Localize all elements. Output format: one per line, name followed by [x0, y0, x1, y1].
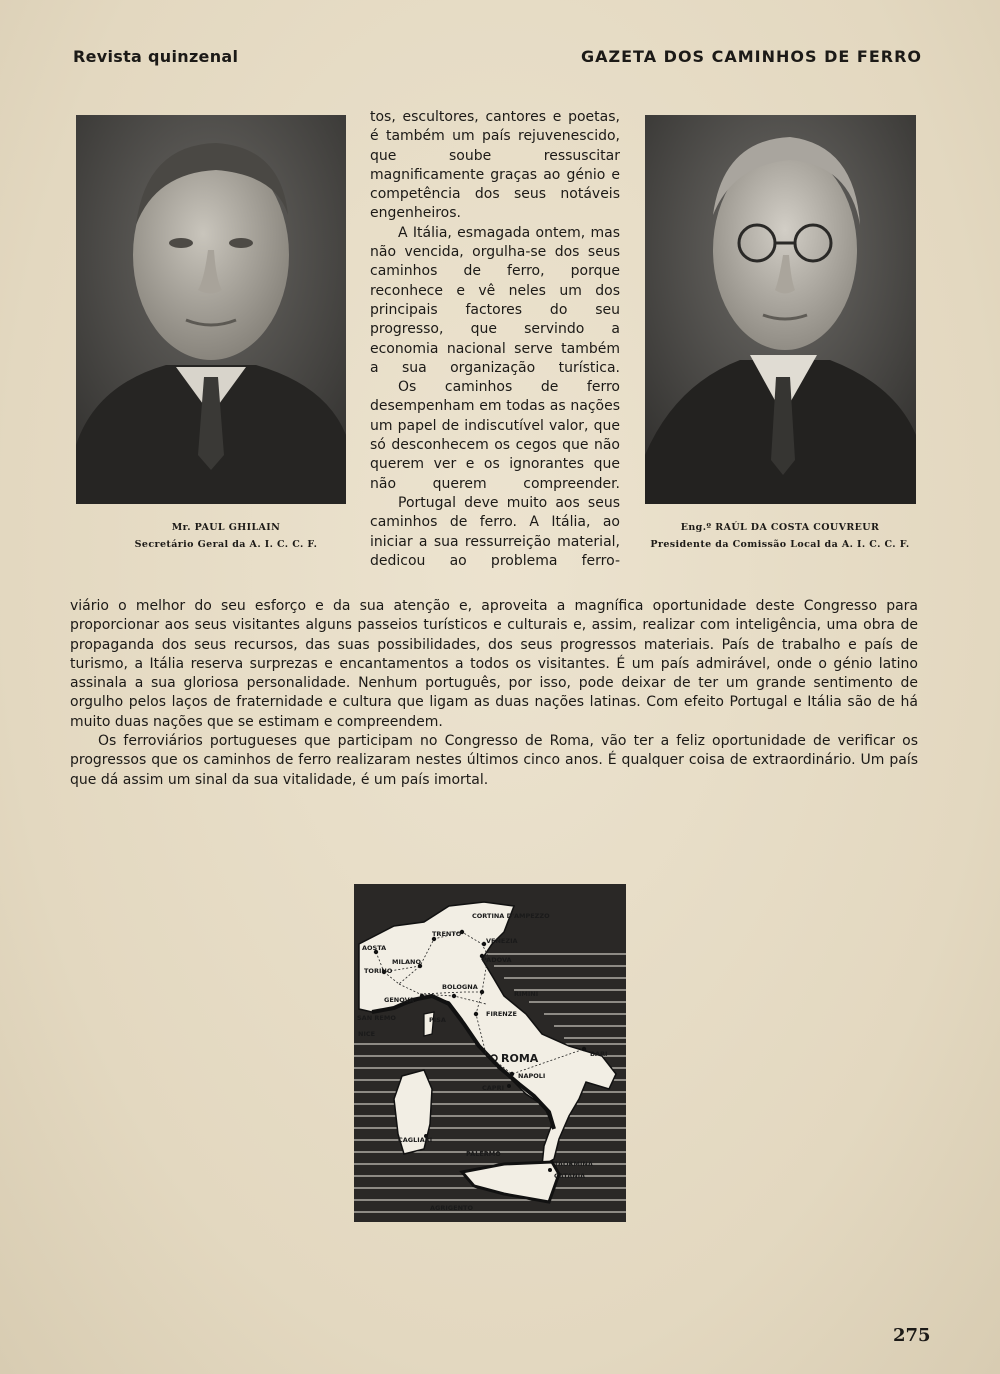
city-label-genova: GENOVA — [384, 996, 415, 1004]
city-label-sanremo: SAN REMO — [357, 1014, 396, 1022]
city-label-rimini: RIMINI — [514, 990, 539, 998]
city-label-capri: CAPRI — [482, 1084, 504, 1092]
column-paragraph-4: Portugal deve muito aos seus caminhos de ferro. A Itália, ao iniciar a sua ressurreição material, dedicou ao problema ferro- — [370, 494, 620, 569]
sicily-island — [462, 1162, 559, 1202]
city-label-palermo: PALERMO — [466, 1150, 501, 1158]
city-label-bologna: BOLOGNA — [442, 983, 478, 991]
city-label-torino: TORINO — [364, 967, 393, 975]
caption-right-name: Eng.º RAÚL DA COSTA COUVREUR — [680, 522, 880, 533]
body-paragraph-2: Os ferroviários portugueses que participam no Congresso de Roma, vão ter a feliz oportunidade de verificar os progressos que os caminhos de ferro realizaram nestes últimos cinco anos. É qualquer coisa de extraordinário. Um país que dá assim um sinal da sua vitalidade, é um país imortal. — [70, 733, 918, 788]
city-label-pisa: PISA — [429, 1016, 446, 1024]
body-paragraph-1: viário o melhor do seu esforço e da sua atenção e, aproveita a magnífica oportunidade deste Congresso para proporcionar aos seus visitantes alguns passeios turísticos e culturais e, assim, realizar com inteligência, uma obra de propaganda dos seus recursos, das suas possibilidades, dos seus progressos materiais. País de trabalho e país de turismo, a Itália reserva surprezas e encantamentos a todos os visitantes. É um país admirável, onde o génio latino assinala a sua gloriosa personalidade. Nenhum português, por isso, pode deixar de ter um grande sentimento de orgulho pelos laços de fraternidade e cultura que ligam as duas nações latinas. Com efeito Portugal e Itália são de há muito duas nações que se estimam e compreendem. — [70, 598, 918, 730]
column-paragraph-2: A Itália, esmagada ontem, mas não vencida, orgulha-se dos seus caminhos de ferro, porque reconhece e vê neles um dos principais factores do seu progresso, que servindo a economia nacional serve também a sua organização turística. — [370, 224, 620, 376]
italy-rail-map — [354, 884, 626, 1222]
city-label-nice: NICE — [358, 1030, 376, 1038]
city-label-bari: BARI — [590, 1050, 608, 1058]
caption-left — [76, 519, 376, 553]
header-publication-title: GAZETA DOS CAMINHOS DE FERRO — [580, 47, 922, 66]
city-label-agrigento: AGRIGENTO — [430, 1204, 473, 1212]
caption-right — [630, 519, 930, 553]
city-label-padova: PADOVA — [482, 956, 512, 964]
city-label-cortina: CORTINA D'AMPEZZO — [472, 912, 550, 920]
column-paragraph-1: tos, escultores, cantores e poetas, é também um país rejuvenescido, que soube ressuscitar magnificamente graças ao génio e competência dos seus notáveis engenheiros. — [370, 109, 620, 222]
portrait-paul-ghilain — [76, 115, 346, 504]
city-label-cagliari: CAGLIARI — [398, 1136, 433, 1144]
caption-left-role: Secretário Geral da A. I. C. C. F. — [134, 539, 318, 550]
page-number: 275 — [893, 1325, 931, 1346]
map-of-italy — [354, 884, 626, 1222]
city-label-catania: CATANIA — [554, 1172, 586, 1180]
city-label-trento: TRENTO — [432, 930, 462, 938]
city-label-milano: MILANO — [392, 958, 422, 966]
city-label-roma: ROMA — [501, 1052, 539, 1065]
city-label-firenze: FIRENZE — [486, 1010, 517, 1018]
column-paragraph-3: Os caminhos de ferro desempenham em todas as nações um papel de indiscutível valor, que só desconhecem os cegos que não querem ver e os ignorantes que não querem compreender. — [370, 379, 620, 492]
city-label-taormina: TAORMINA — [554, 1160, 593, 1168]
portrait-raul-da-costa-couvreur — [645, 115, 916, 504]
header-periodicity: Revista quinzenal — [73, 47, 239, 66]
portrait-man-glasses-illustration — [645, 115, 916, 504]
city-label-venezia: VENEZIA — [486, 937, 518, 945]
city-label-aosta: AOSTA — [362, 944, 387, 952]
portrait-man-illustration — [76, 115, 346, 504]
caption-left-name: Mr. PAUL GHILAIN — [171, 522, 281, 533]
article-column — [370, 108, 620, 571]
article-body — [70, 597, 918, 790]
city-label-napoli: NAPOLI — [518, 1072, 546, 1080]
caption-right-role: Presidente da Comissão Local da A. I. C. C. F. — [650, 539, 910, 550]
